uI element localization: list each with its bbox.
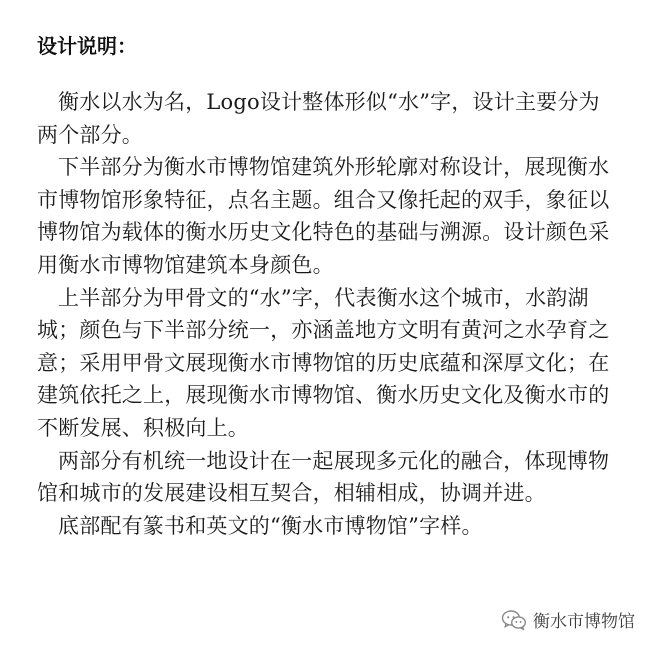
wechat-icon bbox=[501, 609, 527, 631]
document-body bbox=[37, 86, 619, 542]
wechat-watermark bbox=[501, 607, 635, 632]
watermark-label: 衡水市博物馆 bbox=[533, 612, 635, 632]
paragraph-bottom-text: 底部配有篆书和英文的“衡水市博物馆”字样。 bbox=[58, 513, 483, 538]
paragraph-upper-part: 上半部分为甲骨文的“水”字，代表衡水这个城市，水韵湖城；颜色与下半部分统一，亦涵盖地方文明有黄河之水孕育之意；采用甲骨文展现衡水市博物馆的历史底蕴和深厚文化；在建筑依托之上，展现衡水市博物馆、衡水历史文化及衡水市的不断发展、积极向上。 bbox=[37, 285, 610, 440]
paragraph-unity: 两部分有机统一地设计在一起展现多元化的融合，体现博物馆和城市的发展建设相互契合，相辅相成，协调并进。 bbox=[37, 448, 610, 506]
paragraph-lower-part: 下半部分为衡水市博物馆建筑外形轮廓对称设计，展现衡水市博物馆形象特征，点名主题。组合又像托起的双手，象征以博物馆为载体的衡水历史文化特色的基础与溯源。设计颜色采用衡水市博物馆建筑本身颜色。 bbox=[37, 155, 610, 277]
document-heading: 设计说明： bbox=[37, 34, 137, 58]
paragraph-intro: 衡水以水为名，Logo设计整体形似“水”字，设计主要分为两个部分。 bbox=[37, 90, 600, 147]
